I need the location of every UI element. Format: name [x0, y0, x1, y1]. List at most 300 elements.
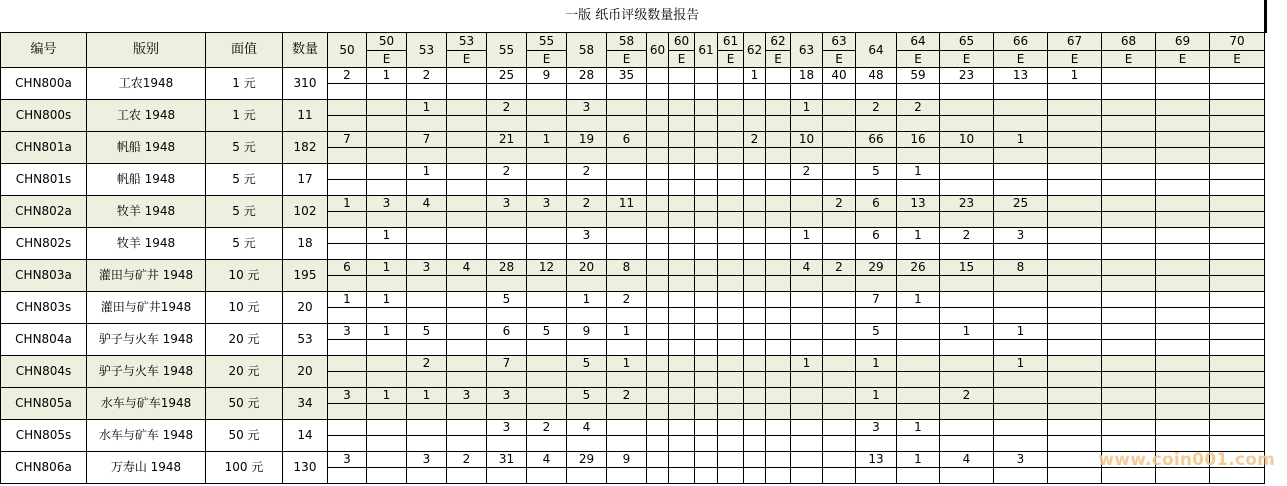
- blank-cell: [766, 211, 791, 227]
- blank-cell: [527, 179, 567, 195]
- grade-header: 50: [328, 32, 367, 67]
- grade-count-cell: [1102, 99, 1156, 115]
- grade-count-cell: [1156, 323, 1210, 339]
- blank-cell: [1156, 275, 1210, 291]
- blank-cell: [328, 211, 367, 227]
- blank-cell: [328, 179, 367, 195]
- grade-count-cell: [367, 99, 407, 115]
- blank-cell: [407, 371, 447, 387]
- grade-header: 53: [407, 32, 447, 67]
- grade-count-cell: 4: [447, 259, 487, 275]
- blank-cell: [328, 115, 367, 131]
- blank-cell: [994, 147, 1048, 163]
- grade-count-cell: [328, 163, 367, 179]
- grade-count-cell: 2: [567, 195, 607, 211]
- grade-count-cell: [994, 387, 1048, 403]
- grade-count-cell: [1156, 419, 1210, 435]
- blank-cell: [856, 467, 897, 483]
- grade-count-cell: [607, 163, 647, 179]
- grade-count-cell: [744, 387, 766, 403]
- grade-count-cell: [1156, 259, 1210, 275]
- epq-marker: E: [669, 50, 695, 67]
- blank-cell: [695, 211, 718, 227]
- blank-cell: [1048, 403, 1102, 419]
- grade-count-cell: 18: [791, 67, 823, 83]
- grade-count-cell: 7: [487, 355, 527, 371]
- blank-cell: [607, 339, 647, 355]
- blank-cell: [647, 243, 669, 259]
- blank-cell: [718, 467, 744, 483]
- blank-cell: [823, 211, 856, 227]
- grade-count-cell: [527, 227, 567, 243]
- blank-cell: [718, 83, 744, 99]
- table-row: [1, 419, 1267, 435]
- grade-count-cell: [669, 259, 695, 275]
- blank-cell: [447, 371, 487, 387]
- blank-cell: [447, 275, 487, 291]
- grade-count-cell: 11: [607, 195, 647, 211]
- blank-cell: [647, 371, 669, 387]
- grade-count-cell: 5: [527, 323, 567, 339]
- grade-count-cell: [695, 291, 718, 307]
- grade-count-cell: [940, 419, 994, 435]
- blank-cell: [823, 371, 856, 387]
- blank-cell: [1102, 83, 1156, 99]
- epq-marker: E: [1210, 50, 1265, 67]
- grade-count-cell: 21: [487, 131, 527, 147]
- grade-count-cell: 3: [407, 451, 447, 467]
- grade-count-cell: [607, 419, 647, 435]
- grade-count-cell: [647, 67, 669, 83]
- grade-count-cell: [695, 451, 718, 467]
- grade-count-cell: 28: [487, 259, 527, 275]
- grade-count-cell: 6: [856, 195, 897, 211]
- grade-count-cell: [744, 291, 766, 307]
- grade-count-cell: [897, 387, 940, 403]
- grade-count-cell: [766, 451, 791, 467]
- blank-cell: [718, 211, 744, 227]
- blank-cell: [856, 275, 897, 291]
- grade-count-cell: [718, 291, 744, 307]
- blank-cell: [367, 307, 407, 323]
- grade-count-cell: [994, 419, 1048, 435]
- grade-count-cell: 9: [607, 451, 647, 467]
- row-face: 1 元: [206, 67, 283, 99]
- blank-cell: [527, 339, 567, 355]
- grade-count-cell: [744, 323, 766, 339]
- grade-count-cell: 13: [994, 67, 1048, 83]
- blank-cell: [940, 115, 994, 131]
- blank-cell: [856, 147, 897, 163]
- blank-cell: [567, 115, 607, 131]
- table-row: [1, 355, 1267, 371]
- grade-count-cell: [766, 227, 791, 243]
- grade-count-cell: 4: [567, 419, 607, 435]
- grade-count-cell: [766, 291, 791, 307]
- grade-count-cell: [718, 131, 744, 147]
- blank-cell: [1048, 115, 1102, 131]
- blank-cell: [766, 275, 791, 291]
- table-row: [1, 259, 1267, 275]
- grade-header: 60: [669, 32, 695, 50]
- grade-count-cell: [647, 291, 669, 307]
- grade-count-cell: [695, 99, 718, 115]
- grade-count-cell: [1048, 323, 1102, 339]
- grade-count-cell: [1102, 291, 1156, 307]
- grade-count-cell: 1: [897, 227, 940, 243]
- grade-count-cell: [647, 195, 669, 211]
- row-count: 20: [283, 291, 328, 323]
- grade-count-cell: 48: [856, 67, 897, 83]
- grade-count-cell: 1: [897, 419, 940, 435]
- grade-count-cell: [447, 291, 487, 307]
- grade-count-cell: 2: [607, 291, 647, 307]
- row-count: 130: [283, 451, 328, 483]
- blank-cell: [607, 179, 647, 195]
- blank-cell: [823, 339, 856, 355]
- blank-cell: [856, 339, 897, 355]
- grade-header: 61: [695, 32, 718, 67]
- column-header-face: 面值: [206, 32, 283, 67]
- grade-count-cell: [1048, 195, 1102, 211]
- blank-cell: [823, 115, 856, 131]
- grade-count-cell: [823, 387, 856, 403]
- blank-cell: [407, 275, 447, 291]
- blank-cell: [669, 211, 695, 227]
- grade-count-cell: 59: [897, 67, 940, 83]
- grade-count-cell: 7: [856, 291, 897, 307]
- grade-count-cell: 13: [897, 195, 940, 211]
- grade-count-cell: [367, 451, 407, 467]
- row-id: CHN806a: [1, 451, 87, 483]
- grade-count-cell: 1: [791, 227, 823, 243]
- grade-count-cell: [695, 387, 718, 403]
- grade-count-cell: 7: [328, 131, 367, 147]
- grade-count-cell: [1210, 355, 1265, 371]
- grade-count-cell: [695, 259, 718, 275]
- blank-cell: [487, 147, 527, 163]
- row-variety: 水车与矿车 1948: [87, 419, 206, 451]
- blank-cell: [367, 371, 407, 387]
- grade-count-cell: [744, 195, 766, 211]
- grade-count-cell: 2: [447, 451, 487, 467]
- grade-count-cell: [766, 323, 791, 339]
- blank-cell: [695, 307, 718, 323]
- grade-count-cell: [647, 387, 669, 403]
- blank-cell: [1048, 307, 1102, 323]
- blank-cell: [447, 243, 487, 259]
- grade-count-cell: [669, 419, 695, 435]
- row-count: 102: [283, 195, 328, 227]
- blank-cell: [1210, 115, 1265, 131]
- column-header-variety: 版别: [87, 32, 206, 67]
- grade-count-cell: 5: [487, 291, 527, 307]
- row-face: 5 元: [206, 195, 283, 227]
- grade-count-cell: [669, 355, 695, 371]
- blank-cell: [1210, 147, 1265, 163]
- blank-cell: [897, 179, 940, 195]
- grade-count-cell: 1: [367, 291, 407, 307]
- grade-count-cell: [940, 99, 994, 115]
- blank-cell: [567, 243, 607, 259]
- table-row: [1, 291, 1267, 307]
- grade-count-cell: [766, 355, 791, 371]
- blank-cell: [367, 243, 407, 259]
- grade-count-cell: [1102, 67, 1156, 83]
- blank-cell: [718, 275, 744, 291]
- row-variety: 灌田与矿井1948: [87, 291, 206, 323]
- blank-cell: [328, 147, 367, 163]
- blank-cell: [447, 403, 487, 419]
- grade-count-cell: [744, 163, 766, 179]
- grade-count-cell: 2: [823, 195, 856, 211]
- blank-cell: [940, 179, 994, 195]
- blank-cell: [940, 243, 994, 259]
- blank-cell: [791, 147, 823, 163]
- blank-cell: [527, 371, 567, 387]
- blank-cell: [367, 211, 407, 227]
- blank-cell: [695, 275, 718, 291]
- column-header-id: 编号: [1, 32, 87, 67]
- grade-count-cell: [647, 259, 669, 275]
- row-face: 10 元: [206, 259, 283, 291]
- blank-cell: [1156, 115, 1210, 131]
- blank-cell: [744, 179, 766, 195]
- grade-count-cell: [744, 227, 766, 243]
- grade-count-cell: 2: [567, 163, 607, 179]
- grade-count-cell: 12: [527, 259, 567, 275]
- grade-count-cell: [823, 451, 856, 467]
- grade-count-cell: [1210, 195, 1265, 211]
- blank-cell: [1102, 211, 1156, 227]
- blank-cell: [367, 83, 407, 99]
- grade-count-cell: [766, 387, 791, 403]
- blank-cell: [718, 243, 744, 259]
- blank-cell: [994, 211, 1048, 227]
- blank-cell: [897, 211, 940, 227]
- grade-header: 63: [791, 32, 823, 67]
- blank-cell: [407, 115, 447, 131]
- grade-count-cell: [1102, 387, 1156, 403]
- title-row: [1, 0, 1267, 32]
- blank-cell: [856, 243, 897, 259]
- grade-header: 68: [1102, 32, 1156, 50]
- blank-cell: [607, 435, 647, 451]
- blank-cell: [695, 147, 718, 163]
- blank-cell: [487, 115, 527, 131]
- blank-cell: [897, 435, 940, 451]
- blank-cell: [527, 435, 567, 451]
- blank-cell: [766, 371, 791, 387]
- grade-count-cell: 1: [897, 291, 940, 307]
- blank-cell: [823, 83, 856, 99]
- row-variety: 万寿山 1948: [87, 451, 206, 483]
- blank-cell: [695, 371, 718, 387]
- blank-cell: [897, 403, 940, 419]
- grade-count-cell: 4: [407, 195, 447, 211]
- grade-count-cell: 1: [994, 131, 1048, 147]
- table-row: [1, 227, 1267, 243]
- blank-cell: [1210, 211, 1265, 227]
- grade-count-cell: [1156, 195, 1210, 211]
- blank-cell: [607, 115, 647, 131]
- grade-count-cell: 2: [856, 99, 897, 115]
- blank-cell: [940, 307, 994, 323]
- blank-cell: [744, 435, 766, 451]
- blank-cell: [791, 211, 823, 227]
- blank-cell: [567, 211, 607, 227]
- blank-cell: [1048, 83, 1102, 99]
- blank-cell: [567, 307, 607, 323]
- row-face: 5 元: [206, 227, 283, 259]
- grade-count-cell: [695, 355, 718, 371]
- blank-cell: [487, 467, 527, 483]
- grade-count-cell: [994, 163, 1048, 179]
- blank-cell: [791, 243, 823, 259]
- blank-cell: [695, 467, 718, 483]
- grade-count-cell: 25: [994, 195, 1048, 211]
- row-id: CHN803s: [1, 291, 87, 323]
- blank-cell: [487, 243, 527, 259]
- grade-count-cell: [328, 227, 367, 243]
- grade-count-cell: [1210, 67, 1265, 83]
- blank-cell: [695, 403, 718, 419]
- table-row: [1, 67, 1267, 83]
- epq-marker: E: [1156, 50, 1210, 67]
- epq-marker: E: [766, 50, 791, 67]
- grade-count-cell: 3: [567, 99, 607, 115]
- table-row: [1, 387, 1267, 403]
- blank-cell: [1210, 339, 1265, 355]
- blank-cell: [718, 179, 744, 195]
- grade-count-cell: 1: [367, 67, 407, 83]
- blank-cell: [1210, 83, 1265, 99]
- blank-cell: [647, 403, 669, 419]
- grade-count-cell: 23: [940, 195, 994, 211]
- blank-cell: [527, 403, 567, 419]
- grade-count-cell: [1210, 131, 1265, 147]
- blank-cell: [447, 83, 487, 99]
- grade-count-cell: [647, 227, 669, 243]
- blank-cell: [407, 83, 447, 99]
- blank-cell: [766, 115, 791, 131]
- grade-count-cell: [647, 419, 669, 435]
- grade-count-cell: [447, 419, 487, 435]
- grade-count-cell: 1: [367, 387, 407, 403]
- blank-cell: [487, 179, 527, 195]
- grade-count-cell: [718, 355, 744, 371]
- grade-count-cell: [647, 131, 669, 147]
- row-face: 5 元: [206, 163, 283, 195]
- blank-cell: [487, 211, 527, 227]
- grade-count-cell: [1156, 291, 1210, 307]
- blank-cell: [897, 147, 940, 163]
- grade-count-cell: 2: [407, 355, 447, 371]
- grade-count-cell: 8: [994, 259, 1048, 275]
- blank-cell: [856, 211, 897, 227]
- blank-cell: [1156, 243, 1210, 259]
- blank-cell: [527, 115, 567, 131]
- blank-cell: [527, 307, 567, 323]
- grade-count-cell: 1: [367, 259, 407, 275]
- blank-cell: [647, 115, 669, 131]
- grade-count-cell: [718, 195, 744, 211]
- table-row: [1, 195, 1267, 211]
- grade-count-cell: 1: [607, 355, 647, 371]
- blank-cell: [447, 147, 487, 163]
- blank-cell: [567, 275, 607, 291]
- blank-cell: [527, 243, 567, 259]
- grade-count-cell: 29: [567, 451, 607, 467]
- blank-cell: [744, 147, 766, 163]
- blank-cell: [447, 307, 487, 323]
- blank-cell: [1266, 0, 1267, 32]
- grade-count-cell: [669, 131, 695, 147]
- grade-count-cell: 3: [487, 195, 527, 211]
- blank-cell: [607, 371, 647, 387]
- row-id: CHN804s: [1, 355, 87, 387]
- grade-count-cell: [823, 355, 856, 371]
- grade-count-cell: [1156, 355, 1210, 371]
- blank-cell: [367, 115, 407, 131]
- blank-cell: [940, 371, 994, 387]
- grade-count-cell: [1102, 419, 1156, 435]
- grade-count-cell: [407, 227, 447, 243]
- grade-count-cell: 1: [940, 323, 994, 339]
- row-face: 5 元: [206, 131, 283, 163]
- grade-count-cell: [695, 227, 718, 243]
- grade-count-cell: [669, 195, 695, 211]
- grade-count-cell: 1: [897, 163, 940, 179]
- grade-count-cell: 9: [567, 323, 607, 339]
- blank-cell: [940, 339, 994, 355]
- grade-count-cell: 19: [567, 131, 607, 147]
- grade-count-cell: [527, 291, 567, 307]
- grade-count-cell: 1: [994, 355, 1048, 371]
- grade-count-cell: [487, 227, 527, 243]
- blank-cell: [607, 275, 647, 291]
- grade-count-cell: [897, 323, 940, 339]
- blank-cell: [567, 147, 607, 163]
- blank-cell: [718, 147, 744, 163]
- blank-cell: [567, 435, 607, 451]
- grade-count-cell: [791, 291, 823, 307]
- grade-count-cell: [669, 451, 695, 467]
- blank-cell: [1156, 339, 1210, 355]
- blank-cell: [1102, 275, 1156, 291]
- grade-count-cell: 4: [940, 451, 994, 467]
- grade-count-cell: [744, 419, 766, 435]
- row-count: 14: [283, 419, 328, 451]
- grade-count-cell: 7: [407, 131, 447, 147]
- grade-count-cell: [1210, 259, 1265, 275]
- blank-cell: [1048, 243, 1102, 259]
- grade-count-cell: [1048, 291, 1102, 307]
- grade-count-cell: [447, 99, 487, 115]
- grade-count-cell: 3: [856, 419, 897, 435]
- row-variety: 牧羊 1948: [87, 195, 206, 227]
- table-row: [1, 323, 1267, 339]
- header-row-grade: [1, 32, 1267, 50]
- grade-count-cell: [1048, 387, 1102, 403]
- blank-cell: [607, 83, 647, 99]
- row-id: CHN801a: [1, 131, 87, 163]
- blank-cell: [791, 467, 823, 483]
- grade-count-cell: 3: [487, 419, 527, 435]
- grade-count-cell: [607, 227, 647, 243]
- blank-cell: [407, 339, 447, 355]
- grade-count-cell: [718, 387, 744, 403]
